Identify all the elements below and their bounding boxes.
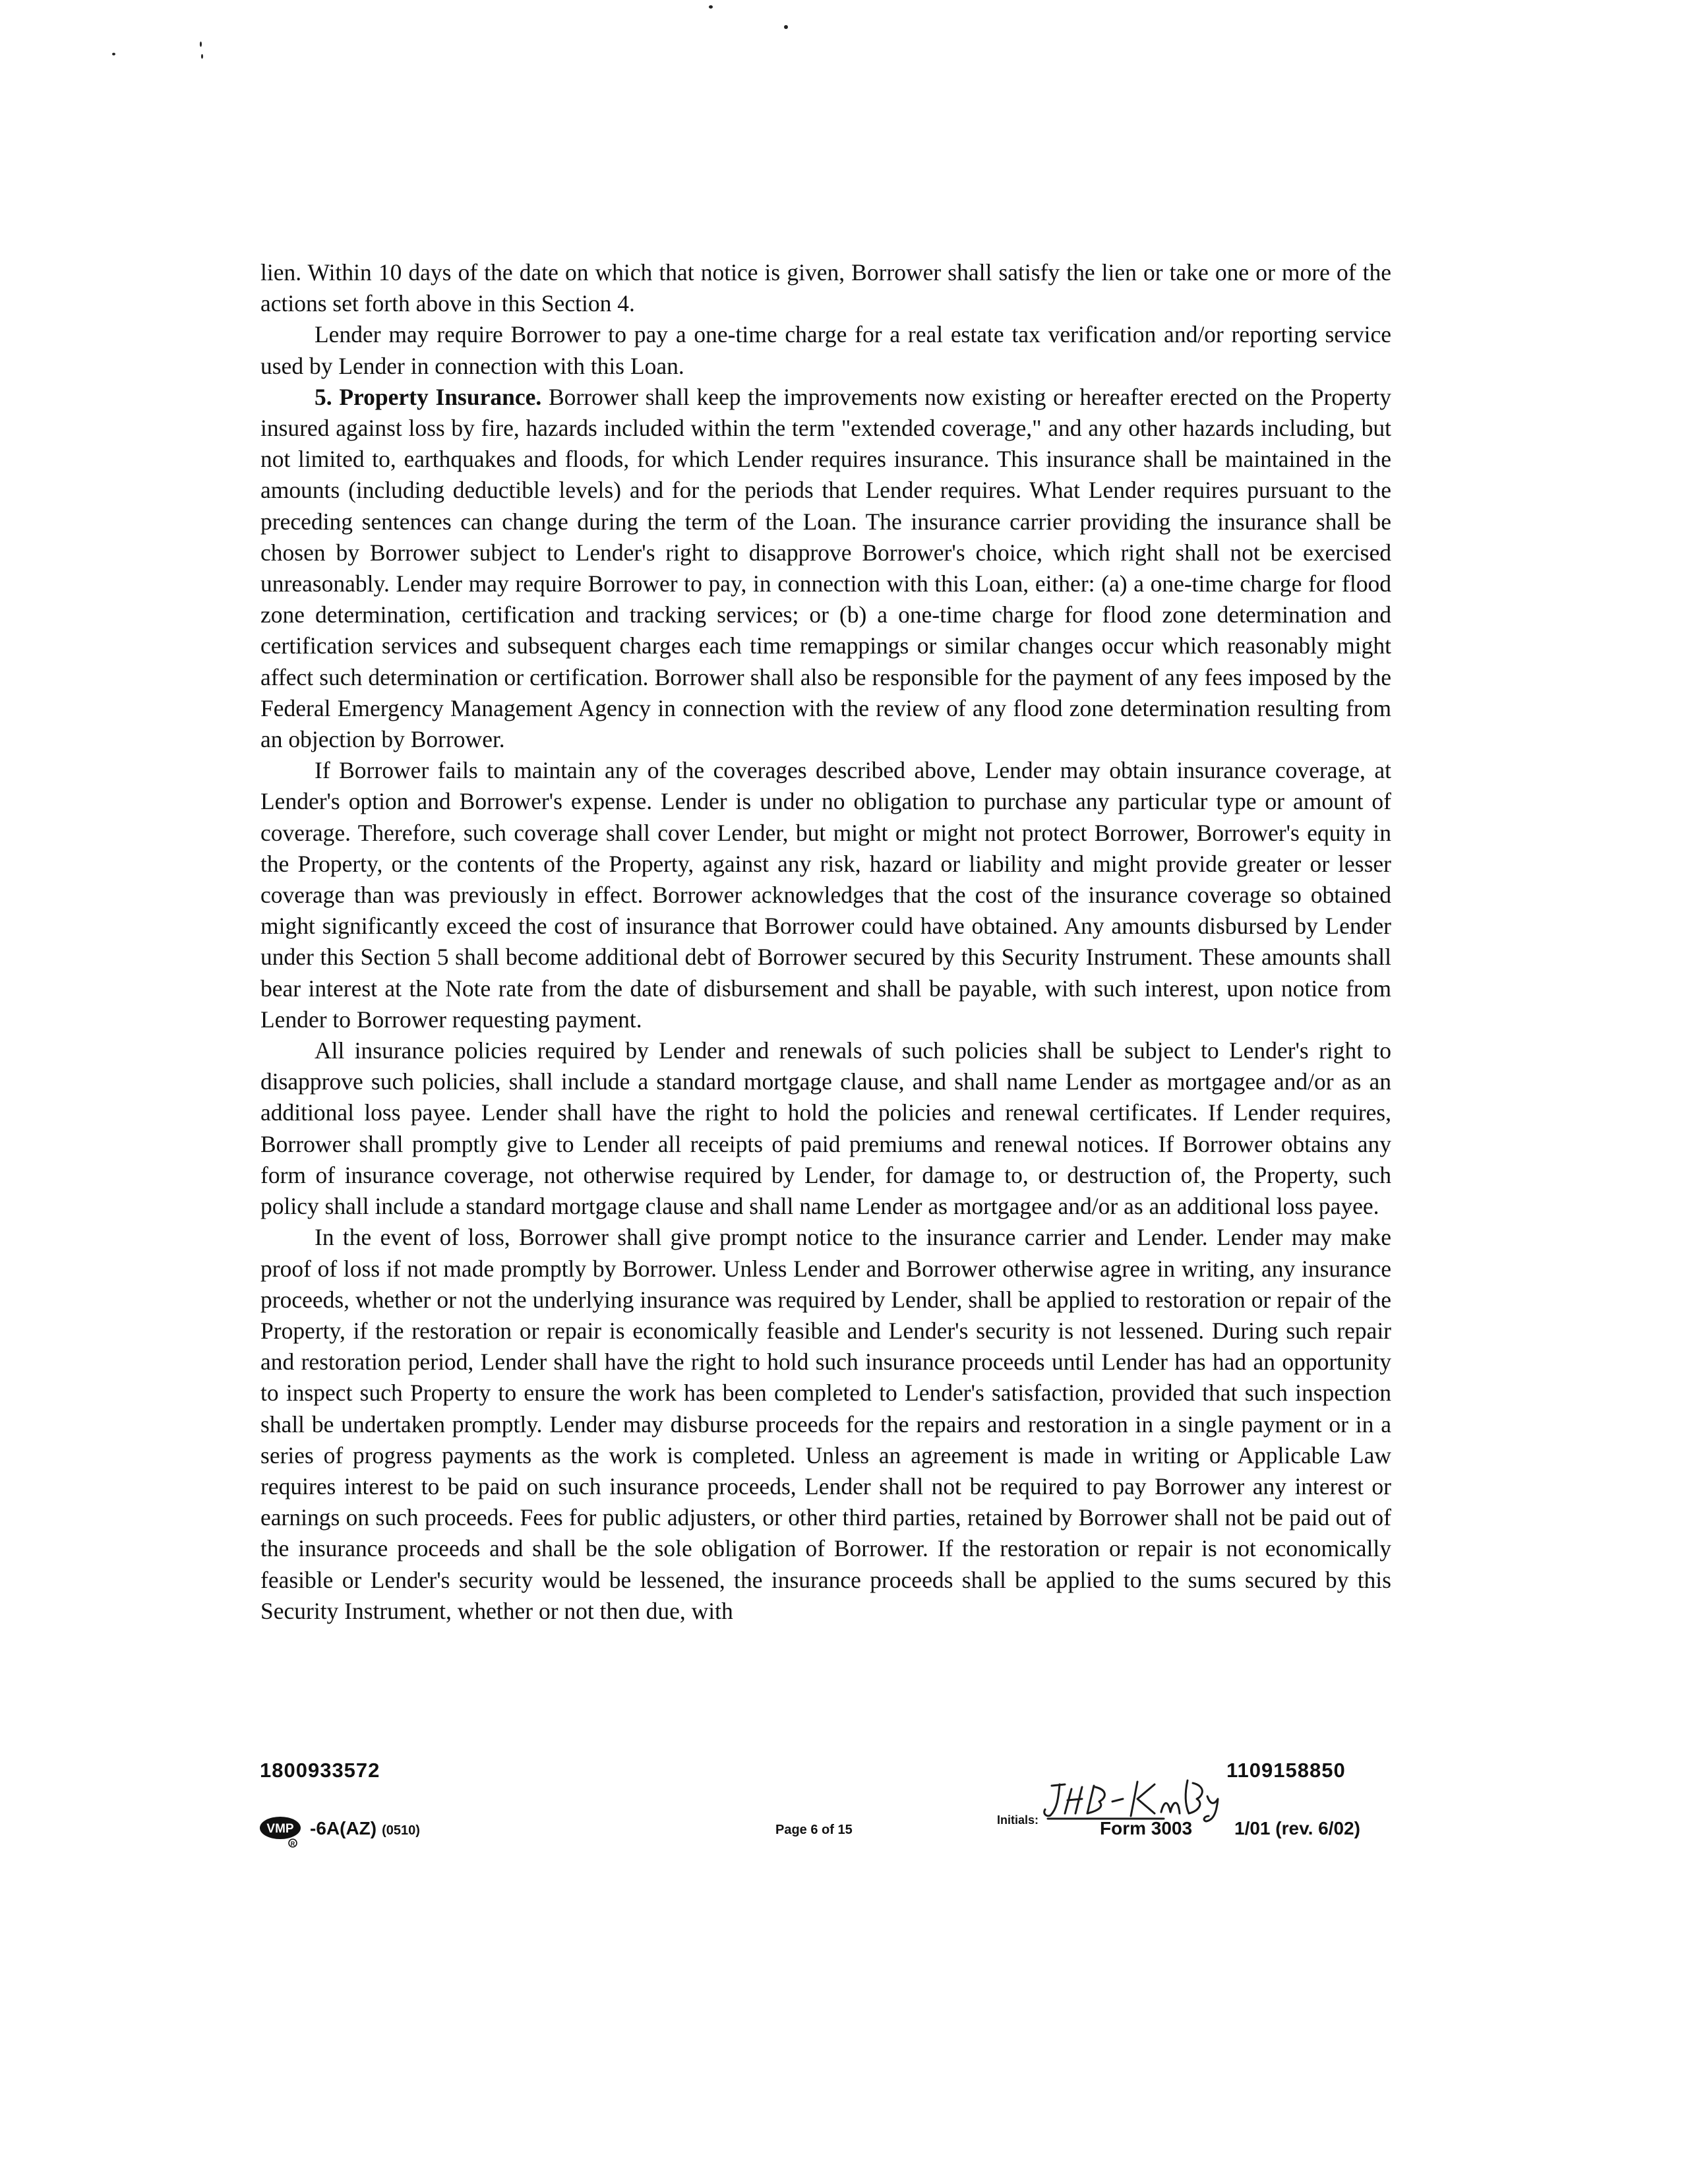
initials-signature xyxy=(1039,1773,1230,1825)
form-revision: 1/01 (rev. 6/02) xyxy=(1234,1818,1360,1838)
paragraph-text: lien. Within 10 days of the date on which that notice is given, Borrower shall satisfy the lien or take one or more of the actions set forth above in this Section 4. xyxy=(260,259,1391,317)
paragraph-property-insurance xyxy=(260,382,1391,755)
page-number: Page 6 of 15 xyxy=(775,1823,853,1837)
loan-number-left: 1800933572 xyxy=(260,1759,380,1782)
loan-number-right: 1109158850 xyxy=(1226,1759,1346,1782)
paragraph xyxy=(260,1222,1391,1627)
paragraph xyxy=(260,257,1391,319)
paragraph-text: Lender may require Borrower to pay a one-time charge for a real estate tax verification and/or reporting service used by Lender in connection with this Loan. xyxy=(260,321,1391,379)
form-number: Form 3003 xyxy=(1100,1818,1193,1838)
paragraph xyxy=(260,319,1391,381)
section-heading: 5. Property Insurance. xyxy=(315,383,542,410)
paragraph-text: All insurance policies required by Lender and renewals of such policies shall be subject to Lender's right to disapprove such policies, shall include a standard mortgage clause, and shall name Lender as mortgagee and/or as an additional loss payee. Lender shall have the right to hold the policies and renewal certificates. If Lender requires, Borrower shall promptly give to Lender all receipts of paid premiums and renewal notices. If Borrower obtains any form of insurance coverage, not otherwise required by Lender, for damage to, or destruction of, the Property, such policy shall include a standard mortgage clause and shall name Lender as mortgagee and/or as an additional loss payee. xyxy=(260,1037,1391,1220)
paragraph-text: In the event of loss, Borrower shall give prompt notice to the insurance carrier and Lender. Lender may make proof of loss if not made promptly by Borrower. Unless Lender and Borrower otherwise agree in writing, any insurance proceeds, whether or not the underlying insurance was required by Lender, shall be applied to restoration or repair of the Property, if the restoration or repair is economically feasible and Lender's security is not lessened. During such repair and restoration period, Lender shall have the right to hold such insurance proceeds until Lender has had an opportunity to inspect such Property to ensure the work has been completed to Lender's satisfaction, provided that such inspection shall be undertaken promptly. Lender may disburse proceeds for the repairs and restoration in a single payment or in a series of progress payments as the work is completed. Unless an agreement is made in writing or Applicable Law requires interest to be paid on such insurance proceeds, Lender shall not be required to pay Borrower any interest or earnings on such proceeds. Fees for public adjusters, or other third parties, retained by Borrower shall not be paid out of the insurance proceeds and shall be the sole obligation of Borrower. If the restoration or repair is not economically feasible or Lender's security would be lessened, the insurance proceeds shall be applied to the sums secured by this Security Instrument, whether or not then due, with xyxy=(260,1224,1391,1624)
paragraph-text: Borrower shall keep the improvements now existing or hereafter erected on the Property insured against loss by fire, hazards included within the term "extended coverage," and any other hazards including, but not limited to, earthquakes and floods, for which Lender requires insurance. This insurance shall be maintained in the amounts (including deductible levels) and for the periods that Lender requires. What Lender requires pursuant to the preceding sentences can change during the term of the Loan. The insurance carrier providing the insurance shall be chosen by Borrower subject to Lender's right to disapprove Borrower's choice, which right shall not be exercised unreasonably. Lender may require Borrower to pay, in connection with this Loan, either: (a) a one-time charge for flood zone determination, certification and tracking services; or (b) a one-time charge for flood zone determination and certification services and subsequent charges each time remappings or similar changes occur which reasonably might affect such determination or certification. Borrower shall also be responsible for the payment of any fees imposed by the Federal Emergency Management Agency in connection with the review of any flood zone determination resulting from an objection by Borrower. xyxy=(260,383,1391,753)
scan-speck xyxy=(201,54,203,59)
vmp-logo-icon xyxy=(258,1815,307,1848)
scan-speck xyxy=(112,53,115,55)
form-code-date: (0510) xyxy=(382,1823,420,1838)
paragraph-text: If Borrower fails to maintain any of the coverages described above, Lender may obtain insurance coverage, at Lender's option and Borrower's expense. Lender is under no obligation to purchase any particular type or amount of coverage. Therefore, such coverage shall cover Lender, but might or might not protect Borrower, Borrower's equity in the Property, or the contents of the Property, against any risk, hazard or liability and might provide greater or lesser coverage than was previously in effect. Borrower acknowledges that the cost of the insurance coverage so obtained might significantly exceed the cost of insurance that Borrower could have obtained. Any amounts disbursed by Lender under this Section 5 shall become additional debt of Borrower secured by this Security Instrument. These amounts shall bear interest at the Note rate from the date of disbursement and shall be payable, with such interest, upon notice from Lender to Borrower requesting payment. xyxy=(260,757,1391,1033)
paragraph xyxy=(260,755,1391,1035)
svg-text:R: R xyxy=(290,1840,295,1847)
initials-label: Initials: xyxy=(997,1813,1039,1827)
document-body xyxy=(260,257,1391,1627)
form-code xyxy=(310,1818,420,1839)
scan-speck xyxy=(200,42,202,47)
scan-speck xyxy=(709,5,713,9)
paragraph xyxy=(260,1035,1391,1222)
scan-speck xyxy=(784,25,788,29)
form-code-text: -6A(AZ) xyxy=(310,1818,377,1838)
vmp-logo-text: VMP xyxy=(266,1822,294,1836)
